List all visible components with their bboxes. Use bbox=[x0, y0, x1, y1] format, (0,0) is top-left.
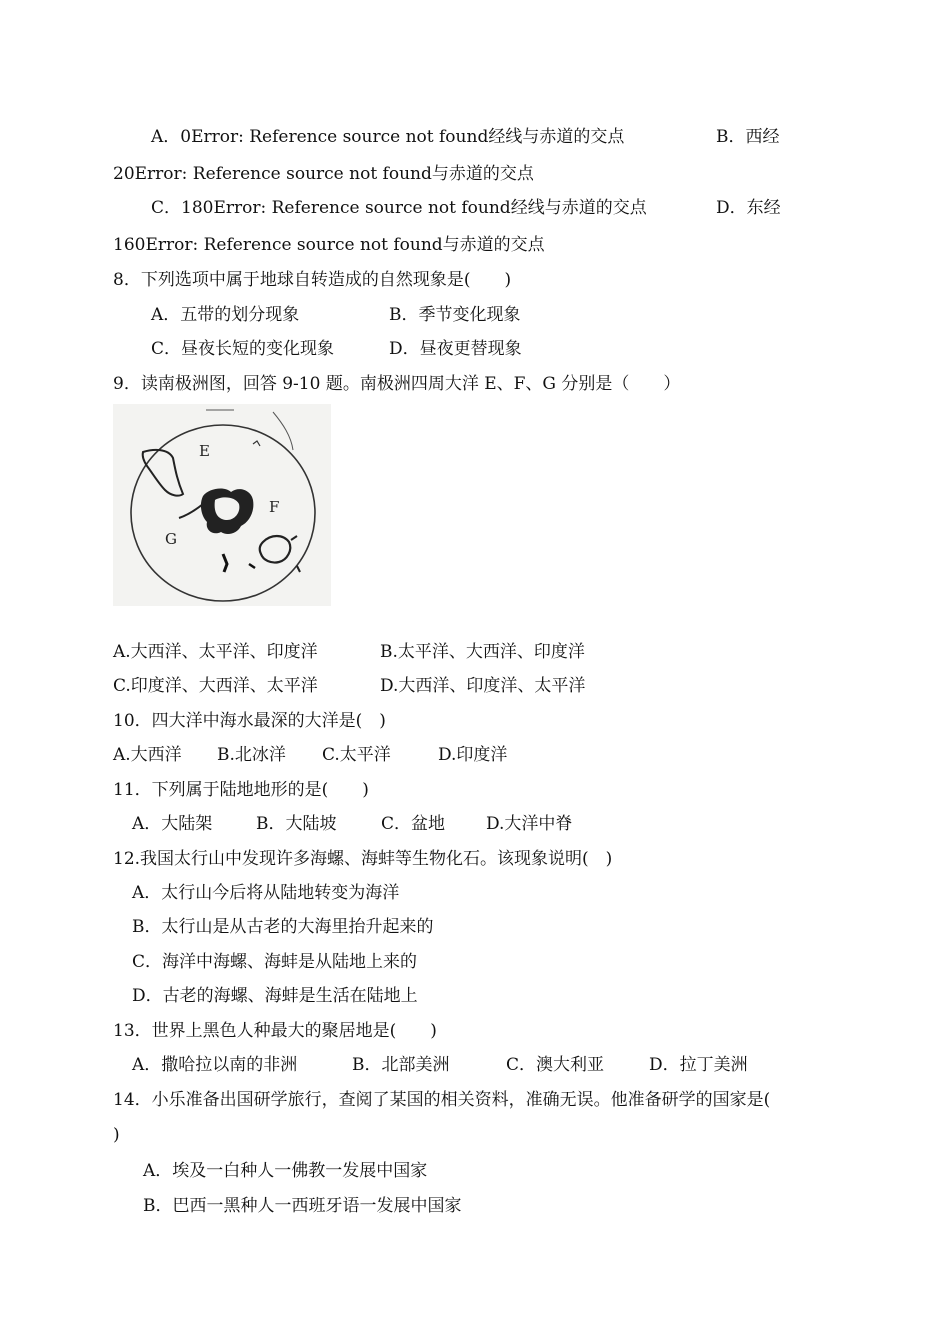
q9-option-c: C.印度洋、大西洋、太平洋 bbox=[113, 676, 318, 696]
q11-option-d: D.大洋中脊 bbox=[486, 814, 573, 834]
q12-option-d: D．古老的海螺、海蚌是生活在陆地上 bbox=[132, 986, 418, 1006]
q13-option-b: B．北部美洲 bbox=[352, 1055, 450, 1075]
q9-option-b: B.太平洋、大西洋、印度洋 bbox=[380, 642, 585, 662]
q12-stem: 12.我国太行山中发现许多海螺、海蚌等生物化石。该现象说明( ) bbox=[113, 849, 613, 869]
q10-option-b: B.北冰洋 bbox=[217, 745, 286, 765]
map-label-f: F bbox=[269, 498, 280, 516]
q12-option-a: A．太行山今后将从陆地转变为海洋 bbox=[132, 883, 400, 903]
q8-option-a: A．五带的划分现象 bbox=[151, 305, 300, 325]
q7-option-d-tail: 160Error: Reference source not found与赤道的交点 bbox=[113, 235, 545, 255]
q14-stem: 14．小乐准备出国研学旅行，查阅了某国的相关资料，准确无误。他准备研学的国家是( bbox=[113, 1090, 771, 1110]
q13-option-a: A．撒哈拉以南的非洲 bbox=[132, 1055, 298, 1075]
q10-option-d: D.印度洋 bbox=[438, 745, 508, 765]
q8-option-d: D．昼夜更替现象 bbox=[389, 339, 522, 359]
q13-option-c: C．澳大利亚 bbox=[506, 1055, 605, 1075]
q10-option-a: A.大西洋 bbox=[113, 745, 182, 765]
map-label-g: G bbox=[165, 530, 177, 548]
map-label-e: E bbox=[199, 442, 210, 460]
q8-stem: 8．下列选项中属于地球自转造成的自然现象是( ) bbox=[113, 270, 512, 290]
antarctica-map bbox=[113, 404, 331, 606]
q11-option-b: B．大陆坡 bbox=[256, 814, 337, 834]
q9-stem: 9．读南极洲图，回答 9-10 题。南极洲四周大洋 E、F、G 分别是（ ） bbox=[113, 374, 681, 394]
q9-option-a: A.大西洋、太平洋、印度洋 bbox=[113, 642, 318, 662]
q7-option-b-tail: 20Error: Reference source not found与赤道的交点 bbox=[113, 164, 534, 184]
q7-option-c: C．180Error: Reference source not found经线与赤道的交点 bbox=[151, 198, 647, 218]
q12-option-c: C．海洋中海螺、海蚌是从陆地上来的 bbox=[132, 952, 418, 972]
q10-option-c: C.太平洋 bbox=[322, 745, 391, 765]
q11-stem: 11．下列属于陆地地形的是( ) bbox=[113, 780, 369, 800]
q7-option-d-head: D．东经 bbox=[716, 198, 781, 218]
q14-option-b: B．巴西一黑种人一西班牙语一发展中国家 bbox=[143, 1196, 462, 1216]
q11-option-c: C．盆地 bbox=[381, 814, 446, 834]
q14-stem-continuation: ) bbox=[113, 1125, 120, 1145]
q9-option-d: D.大西洋、印度洋、太平洋 bbox=[380, 676, 586, 696]
q11-option-a: A．大陆架 bbox=[132, 814, 213, 834]
q8-option-c: C．昼夜长短的变化现象 bbox=[151, 339, 335, 359]
antarctica-map-drawing bbox=[113, 404, 331, 606]
q8-option-b: B．季节变化现象 bbox=[389, 305, 521, 325]
q13-option-d: D．拉丁美洲 bbox=[649, 1055, 748, 1075]
q14-option-a: A．埃及一白种人一佛教一发展中国家 bbox=[143, 1161, 428, 1181]
q10-stem: 10．四大洋中海水最深的大洋是( ) bbox=[113, 711, 386, 731]
q7-option-a: A．0Error: Reference source not found经线与赤道的交点 bbox=[151, 127, 625, 147]
q7-option-b-head: B．西经 bbox=[716, 127, 780, 147]
q12-option-b: B．太行山是从古老的大海里抬升起来的 bbox=[132, 917, 434, 937]
q13-stem: 13．世界上黑色人种最大的聚居地是( ) bbox=[113, 1021, 437, 1041]
